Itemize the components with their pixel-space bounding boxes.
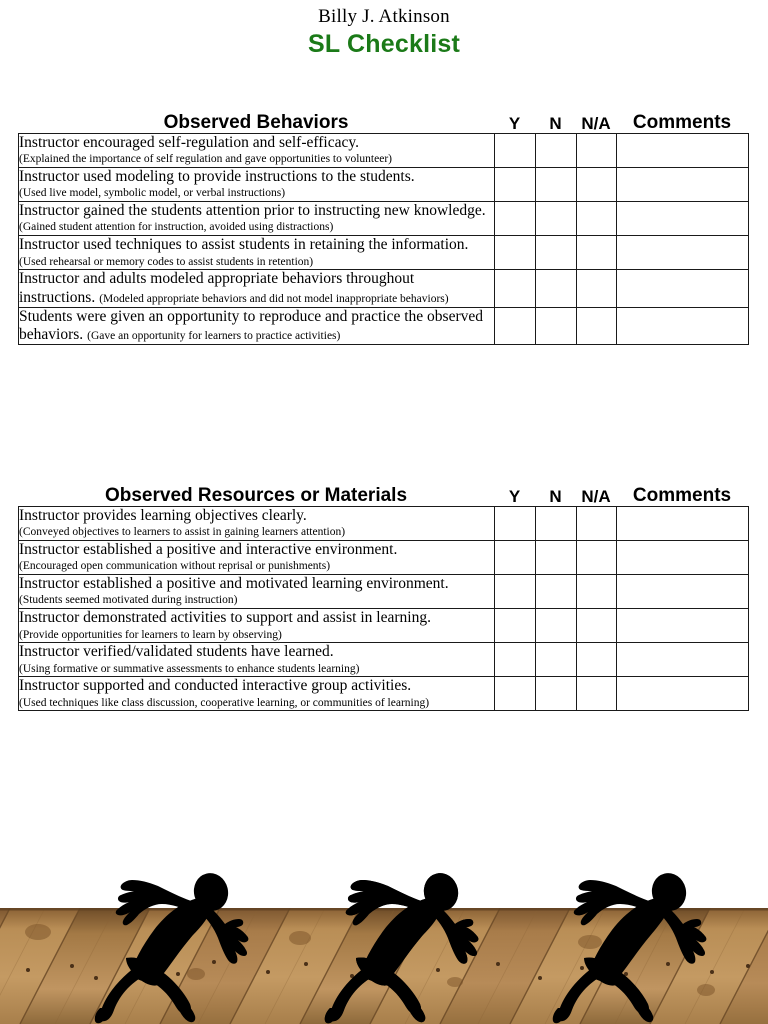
- section-header-row: [18, 108, 750, 132]
- table-row: [19, 134, 749, 168]
- checklist-item-text: Instructor supported and conducted interactive group activities.: [19, 677, 412, 695]
- section-title-observed-behaviors: Observed Behaviors: [163, 112, 349, 133]
- mark-cell-yes[interactable]: [495, 541, 536, 575]
- mark-cell-no[interactable]: [536, 307, 577, 345]
- comments-cell[interactable]: [617, 677, 749, 711]
- document-header: [0, 0, 768, 60]
- comments-cell[interactable]: [617, 575, 749, 609]
- checklist-item-cell: [19, 677, 495, 711]
- checklist-item-subtext: (Gained student attention for instruction, avoided using distractions): [19, 221, 334, 234]
- mark-cell-na[interactable]: [577, 270, 617, 308]
- checklist-item-text: Instructor used modeling to provide instructions to the students.: [19, 168, 415, 186]
- column-header-no: N: [549, 114, 562, 133]
- table-row: [19, 168, 749, 202]
- mark-cell-yes[interactable]: [495, 677, 536, 711]
- checklist-item-text: Instructor established a positive and motivated learning environment.: [19, 575, 449, 593]
- column-header-yes: Y: [508, 487, 521, 506]
- table-row: [19, 677, 749, 711]
- mark-cell-na[interactable]: [577, 507, 617, 541]
- mark-cell-yes[interactable]: [495, 270, 536, 308]
- table-row: [19, 507, 749, 541]
- comments-cell[interactable]: [617, 507, 749, 541]
- checklist-item-cell: [19, 643, 495, 677]
- page-title: SL Checklist: [308, 29, 460, 58]
- mark-cell-yes[interactable]: [495, 643, 536, 677]
- table-row: [19, 643, 749, 677]
- checklist-item-cell: [19, 168, 495, 202]
- checklist-item-cell: [19, 236, 495, 270]
- comments-cell[interactable]: [617, 609, 749, 643]
- mark-cell-no[interactable]: [536, 643, 577, 677]
- checklist-item-cell: [19, 307, 495, 345]
- mark-cell-yes[interactable]: [495, 236, 536, 270]
- checklist-item-subtext: (Used techniques like class discussion, cooperative learning, or communities of learning): [19, 696, 430, 709]
- comments-cell[interactable]: [617, 541, 749, 575]
- checklist-item-subtext: (Provide opportunities for learners to learn by observing): [19, 628, 282, 641]
- table-row: [19, 202, 749, 236]
- comments-cell[interactable]: [617, 643, 749, 677]
- checklist-item-cell: [19, 541, 495, 575]
- mark-cell-na[interactable]: [577, 575, 617, 609]
- mark-cell-yes[interactable]: [495, 575, 536, 609]
- table-row: [19, 575, 749, 609]
- mark-cell-yes[interactable]: [495, 609, 536, 643]
- mark-cell-no[interactable]: [536, 270, 577, 308]
- author-name: Billy J. Atkinson: [318, 6, 450, 27]
- mark-cell-yes[interactable]: [495, 134, 536, 168]
- checklist-item-cell: [19, 609, 495, 643]
- footer-illustration: [0, 820, 768, 1024]
- mark-cell-na[interactable]: [577, 609, 617, 643]
- comments-cell[interactable]: [617, 270, 749, 308]
- comments-cell[interactable]: [617, 168, 749, 202]
- mark-cell-na[interactable]: [577, 168, 617, 202]
- mark-cell-no[interactable]: [536, 609, 577, 643]
- mark-cell-na[interactable]: [577, 202, 617, 236]
- checklist-item-cell: [19, 202, 495, 236]
- checklist-item-subtext: (Modeled appropriate behaviors and did not model inappropriate behaviors): [99, 292, 449, 305]
- mark-cell-no[interactable]: [536, 575, 577, 609]
- runner-silhouette-icon: [308, 858, 504, 1024]
- table-row: [19, 307, 749, 345]
- column-header-comments: Comments: [632, 112, 732, 133]
- checklist-item-subtext: (Encouraged open communication without reprisal or punishments): [19, 560, 331, 573]
- table-row: [19, 541, 749, 575]
- comments-cell[interactable]: [617, 202, 749, 236]
- section-observed-behaviors: [18, 108, 750, 345]
- mark-cell-yes[interactable]: [495, 168, 536, 202]
- checklist-item-subtext: (Used live model, symbolic model, or verbal instructions): [19, 187, 286, 200]
- checklist-item-text: Instructor encouraged self-regulation and self-efficacy.: [19, 134, 359, 151]
- mark-cell-na[interactable]: [577, 677, 617, 711]
- section-title-observed-resources: Observed Resources or Materials: [104, 485, 408, 506]
- table-row: [19, 270, 749, 308]
- column-header-yes: Y: [508, 114, 521, 133]
- mark-cell-yes[interactable]: [495, 307, 536, 345]
- checklist-table-behaviors: [18, 133, 749, 345]
- column-header-comments: Comments: [632, 485, 732, 506]
- mark-cell-yes[interactable]: [495, 507, 536, 541]
- column-header-na: N/A: [581, 487, 611, 506]
- comments-cell[interactable]: [617, 134, 749, 168]
- checklist-item-text: Instructor and adults modeled appropriate behaviors throughout instructions.: [19, 270, 415, 306]
- checklist-item-cell: [19, 575, 495, 609]
- mark-cell-na[interactable]: [577, 307, 617, 345]
- checklist-item-text: Instructor used techniques to assist students in retaining the information.: [19, 236, 469, 254]
- checklist-item-subtext: (Gave an opportunity for learners to practice activities): [87, 330, 341, 343]
- checklist-item-subtext: (Using formative or summative assessments to enhance students learning): [19, 662, 360, 675]
- checklist-item-text: Instructor verified/validated students have learned.: [19, 643, 334, 661]
- checklist-item-cell: [19, 270, 495, 308]
- runner-silhouette-icon: [536, 858, 732, 1024]
- checklist-item-cell: [19, 507, 495, 541]
- checklist-item-cell: [19, 134, 495, 168]
- mark-cell-yes[interactable]: [495, 202, 536, 236]
- section-header-row: [18, 481, 750, 505]
- checklist-item-subtext: (Students seemed motivated during instruction): [19, 594, 238, 607]
- table-row: [19, 236, 749, 270]
- mark-cell-na[interactable]: [577, 236, 617, 270]
- checklist-item-text: Instructor provides learning objectives clearly.: [19, 507, 307, 524]
- mark-cell-no[interactable]: [536, 507, 577, 541]
- column-header-no: N: [549, 487, 562, 506]
- column-header-na: N/A: [581, 114, 611, 133]
- checklist-item-text: Instructor established a positive and interactive environment.: [19, 541, 398, 559]
- checklist-item-subtext: (Explained the importance of self regulation and gave opportunities to volunteer): [19, 153, 392, 166]
- checklist-item-subtext: (Conveyed objectives to learners to assist in gaining learners attention): [19, 526, 346, 539]
- table-row: [19, 609, 749, 643]
- mark-cell-no[interactable]: [536, 236, 577, 270]
- mark-cell-na[interactable]: [577, 541, 617, 575]
- mark-cell-no[interactable]: [536, 677, 577, 711]
- runner-silhouette-icon: [78, 858, 274, 1024]
- section-observed-resources: [18, 481, 750, 711]
- checklist-item-text: Instructor gained the students attention prior to instructing new knowledge.: [19, 202, 486, 220]
- mark-cell-no[interactable]: [536, 541, 577, 575]
- comments-cell[interactable]: [617, 236, 749, 270]
- mark-cell-no[interactable]: [536, 134, 577, 168]
- checklist-table-resources: [18, 506, 749, 711]
- comments-cell[interactable]: [617, 307, 749, 345]
- mark-cell-na[interactable]: [577, 134, 617, 168]
- checklist-item-text: Instructor demonstrated activities to support and assist in learning.: [19, 609, 431, 627]
- mark-cell-na[interactable]: [577, 643, 617, 677]
- checklist-item-subtext: (Used rehearsal or memory codes to assist students in retention): [19, 255, 314, 268]
- mark-cell-no[interactable]: [536, 168, 577, 202]
- mark-cell-no[interactable]: [536, 202, 577, 236]
- checklist-item-text: Students were given an opportunity to reproduce and practice the observed behaviors.: [19, 307, 483, 344]
